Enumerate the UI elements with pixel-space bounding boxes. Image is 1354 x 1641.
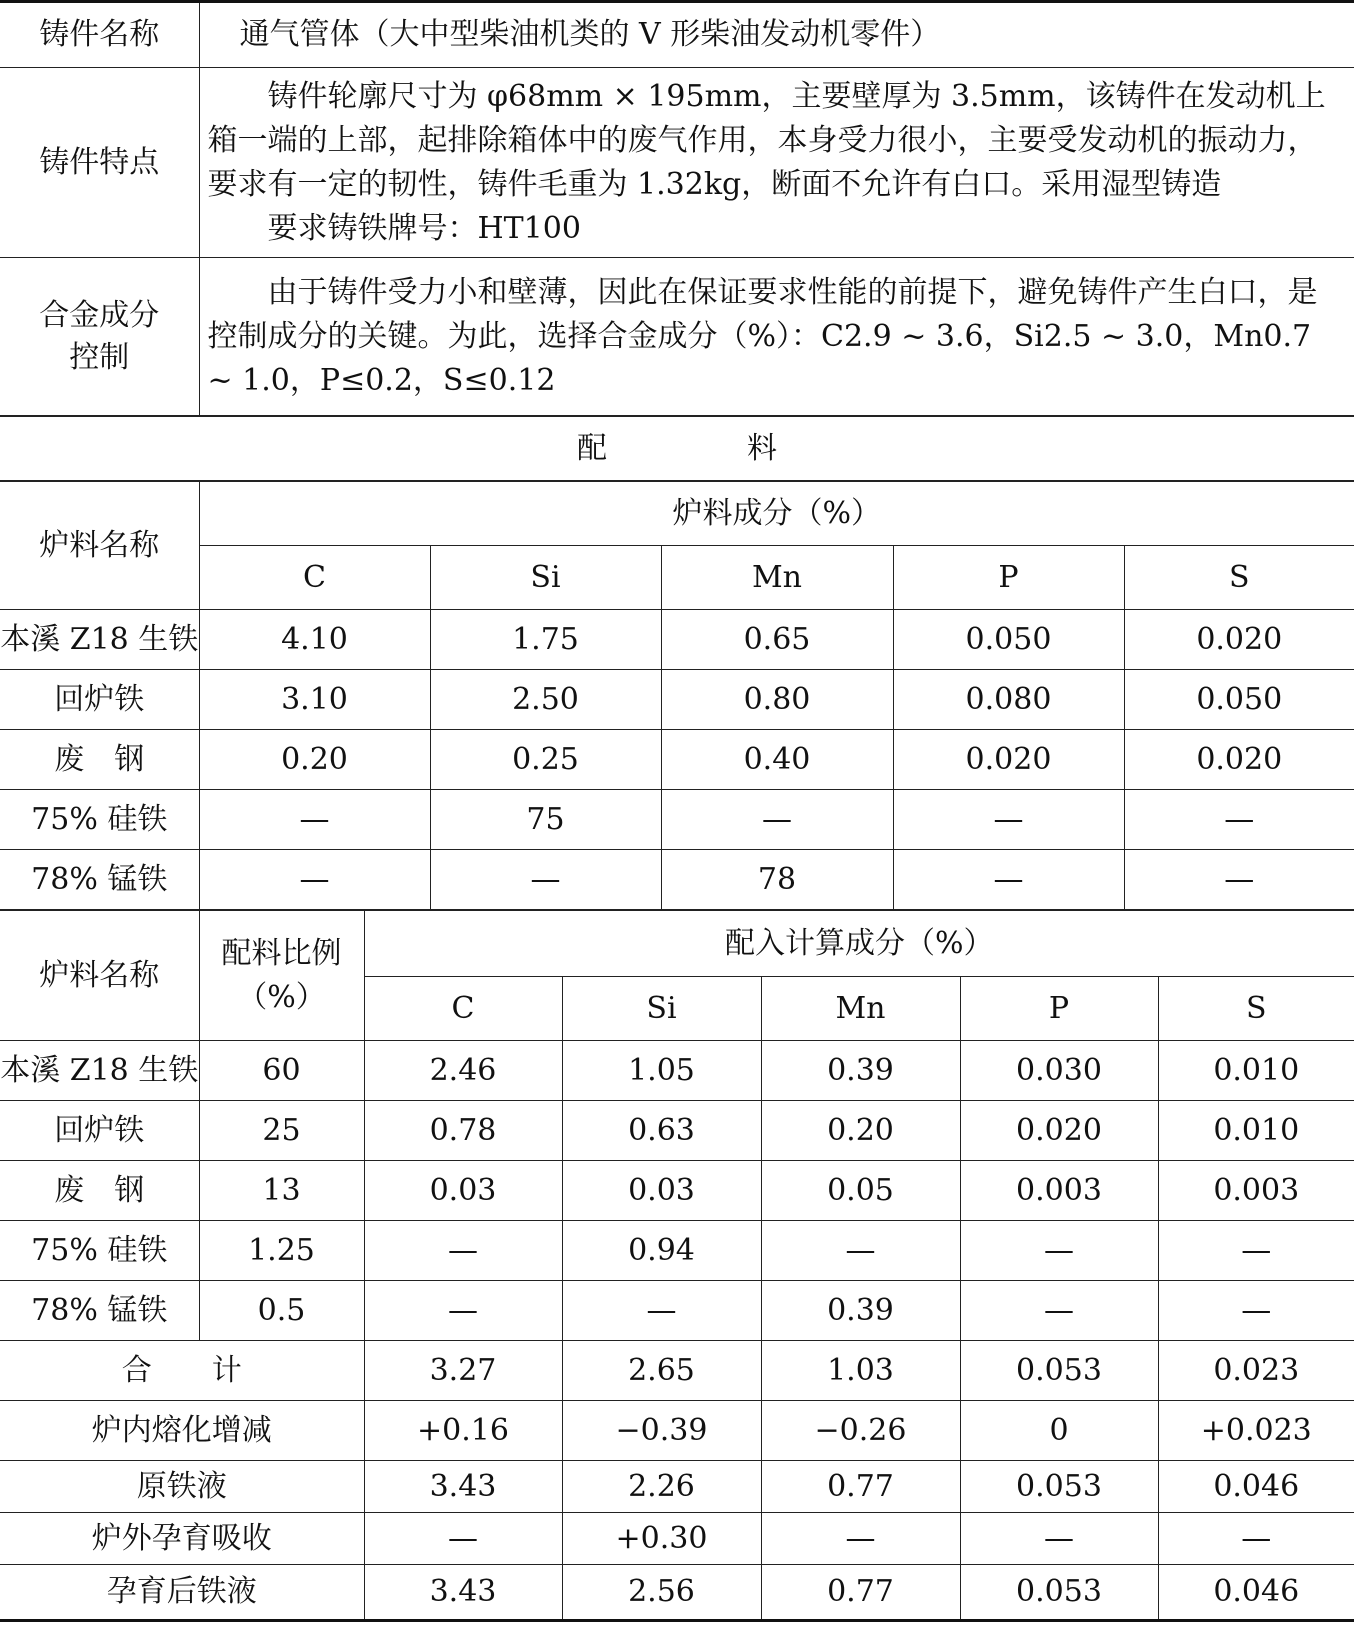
cell-mn: —	[761, 1513, 960, 1565]
table-row	[0, 1221, 1354, 1281]
cell-mn: 0.05	[761, 1161, 960, 1221]
charge-col-c: C	[199, 546, 430, 610]
cell-si: 75	[430, 790, 661, 850]
cell-s: —	[1158, 1281, 1354, 1341]
cell-p: 0.053	[960, 1461, 1158, 1513]
calc-col-p: P	[960, 977, 1158, 1041]
row-name: 78% 锰铁	[0, 850, 199, 910]
cell-mn: −0.26	[761, 1401, 960, 1461]
casting-features-label: 铸件特点	[0, 68, 199, 258]
calc-ratio-header	[199, 911, 364, 1041]
cell-p: —	[960, 1513, 1158, 1565]
cell-s: —	[1124, 790, 1354, 850]
casting-info-table	[0, 0, 1354, 416]
cell-c: 0.78	[364, 1101, 562, 1161]
calc-ratio-header-line2: （%）	[237, 979, 326, 1015]
alloy-control-value	[199, 258, 1354, 416]
casting-features-paragraph: 铸件轮廓尺寸为 φ68mm × 195mm，主要壁厚为 3.5mm，该铸件在发动机上箱一端的上部，起排除箱体中的废气作用，本身受力很小，主要受发动机的振动力，要求有一定的韧性，铸件毛重为 1.32kg，断面不允许有白口。采用湿型铸造	[207, 78, 1326, 202]
summary-name: 合 计	[0, 1341, 364, 1401]
cell-p: 0.080	[893, 670, 1124, 730]
cell-c: —	[364, 1513, 562, 1565]
cell-si: 2.65	[562, 1341, 761, 1401]
row-name: 本溪 Z18 生铁	[0, 610, 199, 670]
summary-row	[0, 1341, 1354, 1401]
batching-heading-right: 料	[747, 430, 777, 466]
cell-p: —	[893, 850, 1124, 910]
cell-si: 1.05	[562, 1041, 761, 1101]
cell-mn: —	[661, 790, 893, 850]
charge-col-mn: Mn	[661, 546, 893, 610]
alloy-control-label: 合金成分控制	[0, 258, 199, 416]
cell-p: —	[960, 1281, 1158, 1341]
cell-si: 2.50	[430, 670, 661, 730]
cell-si: 0.03	[562, 1161, 761, 1221]
charge-col-p: P	[893, 546, 1124, 610]
cell-mn: 0.40	[661, 730, 893, 790]
charge-column-row	[0, 546, 1354, 610]
cell-p: —	[960, 1221, 1158, 1281]
calculated-composition-table	[0, 910, 1354, 1622]
summary-name: 炉外孕育吸收	[0, 1513, 364, 1565]
batching-banner	[0, 416, 1354, 481]
cell-si: —	[430, 850, 661, 910]
summary-row	[0, 1461, 1354, 1513]
cell-c: 4.10	[199, 610, 430, 670]
cell-c: —	[199, 790, 430, 850]
charge-composition-table	[0, 481, 1354, 910]
cell-s: 0.020	[1124, 730, 1354, 790]
cell-mn: 0.20	[761, 1101, 960, 1161]
calc-ratio-header-line1: 配料比例	[221, 935, 342, 971]
table-row	[0, 1101, 1354, 1161]
cell-s: 0.023	[1158, 1341, 1354, 1401]
cell-c: —	[199, 850, 430, 910]
cell-s: 0.010	[1158, 1041, 1354, 1101]
cell-si: 0.94	[562, 1221, 761, 1281]
cell-si: 0.63	[562, 1101, 761, 1161]
charge-name-header: 炉料名称	[0, 482, 199, 610]
cell-s: 0.010	[1158, 1101, 1354, 1161]
batching-heading-left: 配	[577, 430, 607, 466]
table-row	[0, 730, 1354, 790]
table-row	[0, 1041, 1354, 1101]
cell-mn: 0.39	[761, 1281, 960, 1341]
summary-name: 炉内熔化增减	[0, 1401, 364, 1461]
charge-col-s: S	[1124, 546, 1354, 610]
row-alloy-control	[0, 258, 1354, 416]
cell-c: 2.46	[364, 1041, 562, 1101]
summary-row	[0, 1401, 1354, 1461]
row-name: 本溪 Z18 生铁	[0, 1041, 199, 1101]
cell-s: 0.046	[1158, 1461, 1354, 1513]
cell-s: —	[1158, 1221, 1354, 1281]
cell-si: 0.25	[430, 730, 661, 790]
cell-ratio: 0.5	[199, 1281, 364, 1341]
cell-mn: 0.77	[761, 1461, 960, 1513]
cell-c: 0.20	[199, 730, 430, 790]
table-row	[0, 790, 1354, 850]
summary-row	[0, 1565, 1354, 1621]
cell-s: 0.050	[1124, 670, 1354, 730]
cell-si: +0.30	[562, 1513, 761, 1565]
table-row	[0, 850, 1354, 910]
casting-name-value	[199, 2, 1354, 68]
cell-ratio: 1.25	[199, 1221, 364, 1281]
summary-row	[0, 1513, 1354, 1565]
cell-c: 3.27	[364, 1341, 562, 1401]
cell-s: —	[1124, 850, 1354, 910]
cell-ratio: 13	[199, 1161, 364, 1221]
calc-col-c: C	[364, 977, 562, 1041]
cell-mn: 1.03	[761, 1341, 960, 1401]
cell-p: 0.020	[893, 730, 1124, 790]
cell-si: 1.75	[430, 610, 661, 670]
casting-name-text: 通气管体（大中型柴油机类的 V 形柴油发动机零件）	[239, 17, 941, 52]
table-row	[0, 1161, 1354, 1221]
cell-s: +0.023	[1158, 1401, 1354, 1461]
cell-si: 2.26	[562, 1461, 761, 1513]
cell-p: 0.020	[960, 1101, 1158, 1161]
charge-header-row	[0, 482, 1354, 546]
calc-header-row	[0, 911, 1354, 977]
calc-name-header: 炉料名称	[0, 911, 199, 1041]
table-row	[0, 1281, 1354, 1341]
row-name: 75% 硅铁	[0, 1221, 199, 1281]
row-name: 废 钢	[0, 730, 199, 790]
row-name: 废 钢	[0, 1161, 199, 1221]
cell-mn: 0.39	[761, 1041, 960, 1101]
row-name: 75% 硅铁	[0, 790, 199, 850]
casting-features-value	[199, 68, 1354, 258]
calc-group-header: 配入计算成分（%）	[364, 911, 1354, 977]
row-name: 回炉铁	[0, 670, 199, 730]
alloy-control-paragraph: 由于铸件受力小和壁薄，因此在保证要求性能的前提下，避免铸件产生白口，是控制成分的关键。为此，选择合金成分（%）：C2.9 ~ 3.6，Si2.5 ~ 3.0，Mn0.7 ~ 1.0，P≤0.2，S≤0.12	[207, 274, 1318, 398]
cell-p: 0	[960, 1401, 1158, 1461]
casting-name-label: 铸件名称	[0, 2, 199, 68]
cell-p: —	[893, 790, 1124, 850]
cell-si: −0.39	[562, 1401, 761, 1461]
cell-mn: 0.65	[661, 610, 893, 670]
cell-c: +0.16	[364, 1401, 562, 1461]
cell-c: 3.43	[364, 1461, 562, 1513]
cell-p: 0.050	[893, 610, 1124, 670]
cell-c: 3.43	[364, 1565, 562, 1621]
cell-mn: —	[761, 1221, 960, 1281]
cell-si: 2.56	[562, 1565, 761, 1621]
casting-grade-paragraph: 要求铸铁牌号：HT100	[267, 210, 581, 246]
cell-ratio: 25	[199, 1101, 364, 1161]
cell-p: 0.003	[960, 1161, 1158, 1221]
row-name: 78% 锰铁	[0, 1281, 199, 1341]
cell-si: —	[562, 1281, 761, 1341]
table-row	[0, 670, 1354, 730]
row-casting-name	[0, 2, 1354, 68]
row-casting-features	[0, 68, 1354, 258]
summary-name: 原铁液	[0, 1461, 364, 1513]
cell-c: 0.03	[364, 1161, 562, 1221]
charge-col-si: Si	[430, 546, 661, 610]
cell-p: 0.053	[960, 1565, 1158, 1621]
cell-p: 0.030	[960, 1041, 1158, 1101]
row-name: 回炉铁	[0, 1101, 199, 1161]
cell-mn: 78	[661, 850, 893, 910]
cell-s: 0.046	[1158, 1565, 1354, 1621]
table-row	[0, 610, 1354, 670]
summary-name: 孕育后铁液	[0, 1565, 364, 1621]
calc-col-mn: Mn	[761, 977, 960, 1041]
charge-group-header: 炉料成分（%）	[199, 482, 1354, 546]
cell-s: —	[1158, 1513, 1354, 1565]
cell-c: —	[364, 1281, 562, 1341]
cell-ratio: 60	[199, 1041, 364, 1101]
calc-col-s: S	[1158, 977, 1354, 1041]
cell-c: 3.10	[199, 670, 430, 730]
cell-mn: 0.80	[661, 670, 893, 730]
cell-s: 0.020	[1124, 610, 1354, 670]
cell-p: 0.053	[960, 1341, 1158, 1401]
calc-col-si: Si	[562, 977, 761, 1041]
cell-c: —	[364, 1221, 562, 1281]
batching-heading	[0, 417, 1354, 481]
cell-s: 0.003	[1158, 1161, 1354, 1221]
cell-mn: 0.77	[761, 1565, 960, 1621]
